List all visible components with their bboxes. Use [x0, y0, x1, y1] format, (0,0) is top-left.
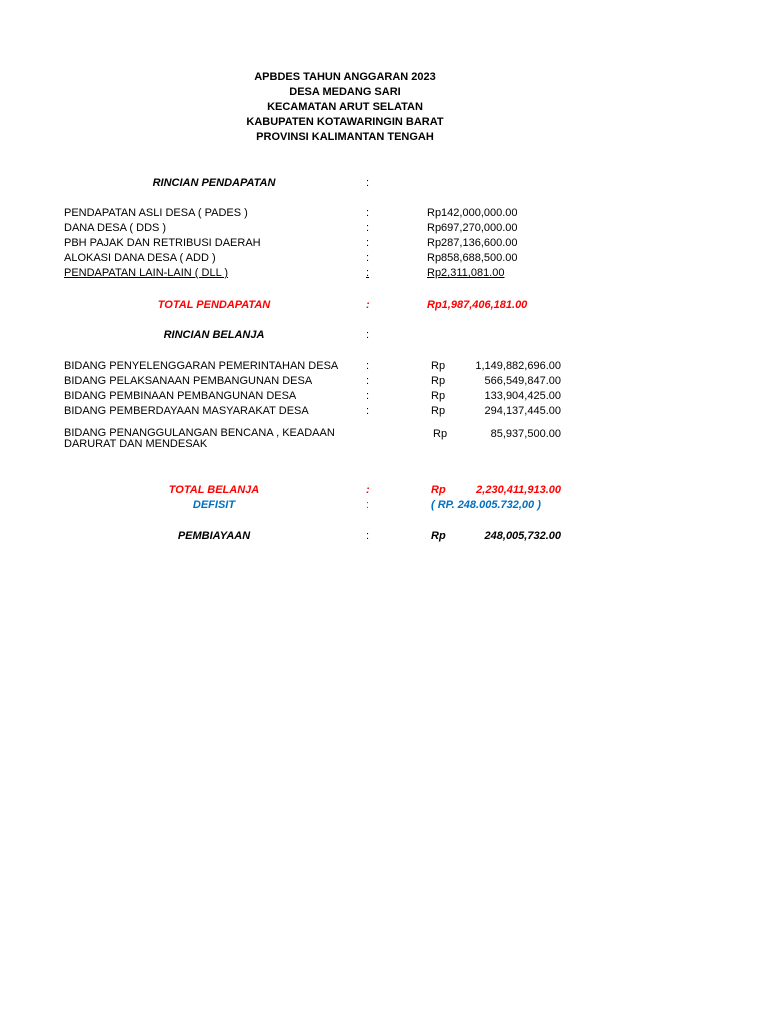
defisit-row [0, 498, 768, 513]
colon: : [366, 207, 370, 219]
pendapatan-label: DANA DESA ( DDS ) [64, 222, 167, 234]
belanja-label: BIDANG PELAKSANAAN PEMBANGUNAN DESA [64, 375, 313, 387]
belanja-amount: 85,937,500.00 [490, 428, 561, 440]
colon: : [366, 329, 370, 341]
belanja-currency: Rp [433, 428, 448, 440]
total-pendapatan-value: Rp1,987,406,181.00 [427, 299, 528, 311]
defisit-label: DEFISIT [192, 499, 236, 511]
header-district: KECAMATAN ARUT SELATAN [267, 101, 423, 113]
pendapatan-row [0, 266, 768, 281]
colon: : [366, 237, 370, 249]
pendapatan-value: Rp287,136,600.00 [427, 237, 518, 249]
header-regency: KABUPATEN KOTAWARINGIN BARAT [246, 116, 444, 128]
total-pendapatan-row [0, 298, 768, 313]
colon: : [366, 222, 370, 234]
pembiayaan-amount: 248,005,732.00 [484, 530, 561, 542]
belanja-row [0, 404, 768, 419]
belanja-label: BIDANG PENANGGULANGAN BENCANA , KEADAAN DARURAT DAN MENDESAK [64, 427, 335, 450]
colon: : [366, 499, 370, 511]
pendapatan-row [0, 206, 768, 221]
pendapatan-row [0, 236, 768, 251]
total-pendapatan-label: TOTAL PENDAPATAN [157, 299, 271, 311]
belanja-row [0, 389, 768, 404]
header-province: PROVINSI KALIMANTAN TENGAH [256, 131, 434, 143]
pembiayaan-row [0, 529, 768, 544]
belanja-amount: 133,904,425.00 [484, 390, 561, 402]
document-header [200, 70, 490, 145]
pendapatan-value: Rp858,688,500.00 [427, 252, 518, 264]
belanja-amount: 1,149,882,696.00 [475, 360, 561, 372]
pendapatan-value: Rp142,000,000.00 [427, 207, 518, 219]
belanja-label: BIDANG PENYELENGGARAN PEMERINTAHAN DESA [64, 360, 339, 372]
pendapatan-row [0, 221, 768, 236]
colon: : [366, 390, 370, 402]
colon: : [366, 360, 370, 372]
total-belanja-label: TOTAL BELANJA [168, 484, 260, 496]
colon: : [366, 299, 370, 311]
colon: : [366, 484, 370, 496]
belanja-currency: Rp [431, 375, 446, 387]
colon: : [366, 252, 370, 264]
total-belanja-row [0, 483, 768, 498]
pendapatan-value: Rp2,311,081.00 [427, 267, 505, 279]
pendapatan-value: Rp697,270,000.00 [427, 222, 518, 234]
colon: : [366, 530, 370, 542]
pembiayaan-label: PEMBIAYAAN [177, 530, 251, 542]
pendapatan-title: RINCIAN PENDAPATAN [152, 177, 276, 189]
belanja-currency: Rp [431, 390, 446, 402]
pendapatan-label: ALOKASI DANA DESA ( ADD ) [64, 252, 216, 264]
belanja-currency: Rp [431, 405, 446, 417]
belanja-section-heading [0, 328, 768, 343]
pendapatan-row [0, 251, 768, 266]
belanja-label: BIDANG PEMBINAAN PEMBANGUNAN DESA [64, 390, 297, 402]
pembiayaan-currency: Rp [431, 530, 446, 542]
colon: : [366, 267, 370, 279]
belanja-row [0, 359, 768, 374]
belanja-row [0, 427, 768, 451]
header-village: DESA MEDANG SARI [289, 86, 401, 98]
belanja-title: RINCIAN BELANJA [163, 329, 265, 341]
pendapatan-label: PBH PAJAK DAN RETRIBUSI DAERAH [64, 237, 261, 249]
colon: : [366, 405, 370, 417]
belanja-currency: Rp [431, 360, 446, 372]
pendapatan-label: PENDAPATAN ASLI DESA ( PADES ) [64, 207, 248, 219]
defisit-value: ( RP. 248.005.732,00 ) [431, 499, 541, 511]
colon: : [366, 375, 370, 387]
belanja-amount: 294,137,445.00 [484, 405, 561, 417]
total-belanja-currency: Rp [431, 484, 446, 496]
total-belanja-amount: 2,230,411,913.00 [476, 484, 561, 496]
header-title: APBDES TAHUN ANGGARAN 2023 [254, 71, 436, 83]
colon: : [366, 177, 370, 189]
belanja-label: BIDANG PEMBERDAYAAN MASYARAKAT DESA [64, 405, 309, 417]
pendapatan-label: PENDAPATAN LAIN-LAIN ( DLL ) [64, 267, 229, 279]
belanja-row [0, 374, 768, 389]
belanja-amount: 566,549,847.00 [484, 375, 561, 387]
pendapatan-section-heading [0, 176, 768, 191]
